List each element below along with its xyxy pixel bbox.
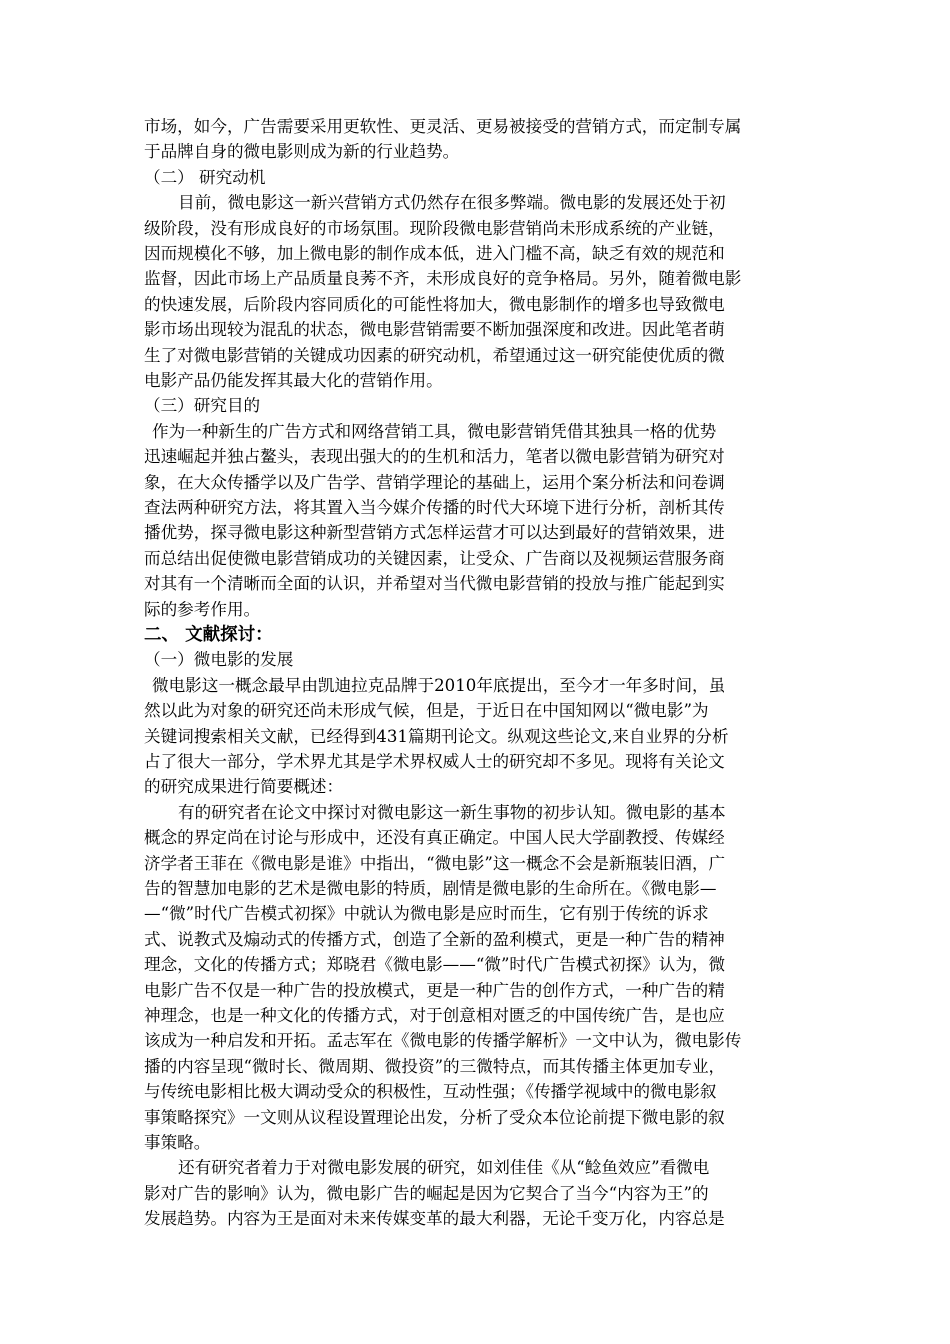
- paragraph-line: 事策略。: [144, 1133, 211, 1152]
- paragraph-line: 查法两种研究方法，将其置入当今媒介传播的时代大环境下进行分析，剖析其传: [144, 498, 725, 517]
- paragraph-line: 生了对微电影营销的关键成功因素的研究动机，希望通过这一研究能使优质的微: [144, 345, 725, 365]
- paragraph-line: 然以此为对象的研究还尚未形成气候，但是，于近日在中国知网以“微电影”为: [144, 701, 709, 721]
- subsection-heading: （三）研究目的: [144, 396, 261, 416]
- paragraph-line: 作为一种新生的广告方式和网络营销工具，微电影营销凭借其独具一格的优势: [152, 421, 717, 441]
- paragraph-line: 电影广告不仅是一种广告的投放模式，更是一种广告的创作方式，一种广告的精: [144, 980, 725, 1000]
- paragraph-line: 与传统电影相比极大调动受众的积极性，互动性强；《传播学视域中的微电影叙: [144, 1082, 717, 1102]
- paragraph-line: 该成为一种启发和开拓。孟志军在《微电影的传播学解析》一文中认为，微电影传: [144, 1031, 742, 1051]
- paragraph-line: 理念，文化的传播方式；郑晓君《微电影——“微”时代广告模式初探》认为，微: [144, 955, 726, 975]
- paragraph-line: 际的参考作用。: [144, 599, 261, 619]
- paragraph-line: 概念的界定尚在讨论与形成中，还没有真正确定。中国人民大学副教授、传媒经: [144, 828, 725, 848]
- paragraph-line: 目前，微电影这一新兴营销方式仍然存在很多弊端。微电影的发展还处于初: [178, 193, 726, 213]
- paragraph-line: 的快速发展，后阶段内容同质化的可能性将加大，微电影制作的增多也导致微电: [144, 294, 725, 314]
- paragraph-line: 迅速崛起并独占鳌头，表现出强大的的生机和活力，笔者以微电影营销为研究对: [144, 447, 725, 467]
- paragraph-line: 神理念，也是一种文化的传播方式，对于创意相对匮乏的中国传统广告，是也应: [144, 1006, 725, 1025]
- paragraph-line: 于品牌自身的微电影则成为新的行业趋势。: [144, 142, 460, 162]
- paragraph-line: 发展趋势。内容为王是面对未来传媒变革的最大利器，无论千变万化，内容总是: [144, 1209, 725, 1229]
- paragraph-line: 微电影这一概念最早由凯迪拉克品牌于2010年底提出，至今才一年多时间，虽: [152, 675, 726, 695]
- paragraph-line: 济学者王菲在《微电影是谁》中指出，“微电影”这一概念不会是新瓶装旧酒，广: [144, 853, 726, 873]
- paragraph-line: 播优势，探寻微电影这种新型营销方式怎样运营才可以达到最好的营销效果，进: [144, 523, 725, 543]
- paragraph-line: 影对广告的影响》认为，微电影广告的崛起是因为它契合了当今“内容为王”的: [144, 1183, 709, 1203]
- paragraph-line: 的研究成果进行简要概述：: [144, 777, 344, 797]
- paragraph-line: 有的研究者在论文中探讨对微电影这一新生事物的初步认知。微电影的基本: [178, 802, 726, 822]
- paragraph-line: 因而规模化不够，加上微电影的制作成本低，进入门槛不高，缺乏有效的规范和: [144, 244, 725, 263]
- paragraph-line: 监督，因此市场上产品质量良莠不齐，未形成良好的竞争格局。另外，随着微电影: [144, 269, 742, 289]
- paragraph-line: 播的内容呈现“微时长、微周期、微投资”的三微特点，而其传播主体更加专业，: [144, 1056, 726, 1076]
- paragraph-line: 象，在大众传播学以及广告学、营销学理论的基础上，运用个案分析法和问卷调: [144, 472, 725, 492]
- paragraph-line: —“微”时代广告模式初探》中就认为微电影是应时而生，它有别于传统的诉求: [144, 904, 709, 924]
- paragraph-line: 关键词搜索相关文献，已经得到431篇期刊论文。纵观这些论文,来自业界的分析: [144, 726, 729, 746]
- paragraph-line: 电影产品仍能发挥其最大化的营销作用。: [144, 371, 443, 390]
- paragraph-line: 影市场出现较为混乱的状态，微电影营销需要不断加强深度和改进。因此笔者萌: [144, 320, 725, 340]
- paragraph-line: 告的智慧加电影的艺术是微电影的特质，剧情是微电影的生命所在。《微电影—: [144, 879, 717, 898]
- subsection-heading: （一）微电影的发展: [144, 650, 294, 670]
- paragraph-line: 还有研究者着力于对微电影发展的研究，如刘佳佳《从“鲶鱼效应”看微电: [178, 1158, 710, 1178]
- paragraph-line: 对其有一个清晰而全面的认识，并希望对当代微电影营销的投放与推广能起到实: [144, 574, 725, 594]
- paragraph-line: 而总结出促使微电影营销成功的关键因素，让受众、广告商以及视频运营服务商: [144, 548, 725, 568]
- paragraph-line: 市场，如今，广告需要采用更软性、更灵活、更易被接受的营销方式，而定制专属: [144, 117, 742, 136]
- subsection-heading: （二） 研究动机: [144, 167, 266, 187]
- paragraph-line: 占了很大一部分，学术界尤其是学术界权威人士的研究却不多见。现将有关论文: [144, 752, 725, 771]
- paragraph-line: 式、说教式及煽动式的传播方式，创造了全新的盈利模式，更是一种广告的精神: [144, 929, 725, 949]
- section-heading: 二、 文献探讨：: [144, 625, 273, 645]
- paragraph-line: 级阶段，没有形成良好的市场氛围。现阶段微电影营销尚未形成系统的产业链，: [144, 218, 725, 238]
- paragraph-line: 事策略探究》一文则从议程设置理论出发，分析了受众本位论前提下微电影的叙: [144, 1107, 725, 1127]
